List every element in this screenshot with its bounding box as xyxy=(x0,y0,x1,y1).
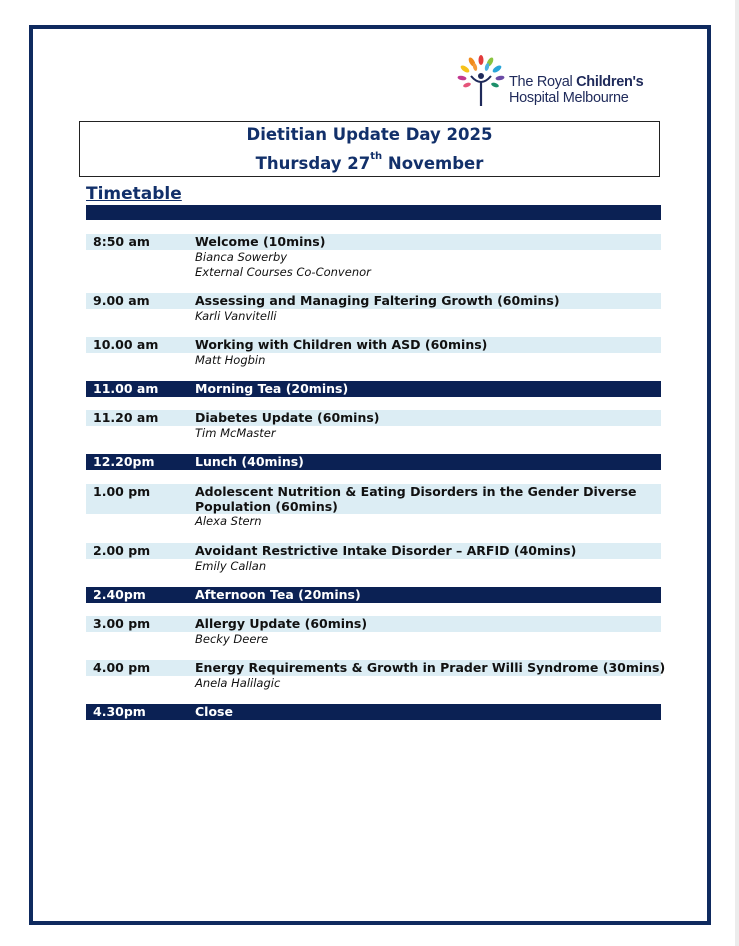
session-title: Energy Requirements & Growth in Prader Willi Syndrome (30mins) xyxy=(195,660,666,675)
session-bar xyxy=(86,410,661,426)
session-row xyxy=(86,234,661,280)
session-row xyxy=(86,484,661,529)
tree-person-logo-icon xyxy=(457,54,505,108)
break-bar xyxy=(86,381,661,397)
hospital-logo xyxy=(457,54,657,108)
session-time: 3.00 pm xyxy=(93,616,151,631)
date-day: Thursday 27 xyxy=(255,154,371,173)
session-row xyxy=(86,410,661,441)
session-time: 11.20 am xyxy=(93,410,159,425)
session-speaker: Karli Vanvitelli xyxy=(195,309,277,323)
session-time: 8:50 am xyxy=(93,234,150,249)
break-title: Lunch (40mins) xyxy=(195,454,304,469)
session-speaker: Bianca Sowerby xyxy=(195,250,288,264)
logo-text-line2: Hospital Melbourne xyxy=(509,90,629,106)
session-title: Adolescent Nutrition & Eating Disorders in the Gender Diverse Population (60mins) xyxy=(195,484,637,514)
session-bar xyxy=(86,660,666,676)
session-time: 9.00 am xyxy=(93,293,150,308)
session-bar xyxy=(86,484,661,514)
logo-text-a: The Royal xyxy=(509,74,577,90)
session-time: 4.00 pm xyxy=(93,660,151,675)
session-time: 10.00 am xyxy=(93,337,159,352)
session-row xyxy=(86,616,661,647)
timetable-heading: Timetable xyxy=(86,184,182,204)
header-bar xyxy=(86,205,661,220)
break-time: 12.20pm xyxy=(93,454,155,469)
session-bar xyxy=(86,234,661,250)
break-time: 11.00 am xyxy=(93,381,159,396)
break-time: 4.30pm xyxy=(93,704,146,719)
break-row xyxy=(86,381,661,397)
break-row xyxy=(86,587,661,603)
break-title: Morning Tea (20mins) xyxy=(195,381,349,396)
date-month: November xyxy=(382,154,484,173)
title-box xyxy=(79,121,660,177)
break-row xyxy=(86,454,661,470)
session-title: Working with Children with ASD (60mins) xyxy=(195,337,488,352)
session-time: 2.00 pm xyxy=(93,543,151,558)
session-row xyxy=(86,543,661,574)
session-row xyxy=(86,660,666,691)
session-speaker: Emily Callan xyxy=(195,559,267,573)
session-time: 1.00 pm xyxy=(93,484,151,499)
session-title: Avoidant Restrictive Intake Disorder – ARFID (40mins) xyxy=(195,543,577,558)
session-speaker-role: External Courses Co-Convenor xyxy=(195,265,371,279)
session-title: Allergy Update (60mins) xyxy=(195,616,368,631)
break-bar xyxy=(86,454,661,470)
date-suffix: th xyxy=(370,151,383,162)
break-title: Close xyxy=(195,704,233,719)
session-speaker: Becky Deere xyxy=(195,632,269,646)
session-title: Diabetes Update (60mins) xyxy=(195,410,380,425)
session-bar xyxy=(86,293,661,309)
event-title: Dietitian Update Day 2025 xyxy=(246,125,493,144)
scrollbar[interactable] xyxy=(735,0,739,946)
session-title: Welcome (10mins) xyxy=(195,234,326,249)
session-row xyxy=(86,337,661,368)
session-bar xyxy=(86,337,661,353)
session-bar xyxy=(86,616,661,632)
session-speaker: Alexa Stern xyxy=(195,514,262,528)
break-bar xyxy=(86,587,661,603)
session-bar xyxy=(86,543,661,559)
session-speaker: Anela Halilagic xyxy=(195,676,281,690)
session-title: Assessing and Managing Faltering Growth (60mins) xyxy=(195,293,560,308)
break-time: 2.40pm xyxy=(93,587,146,602)
event-date xyxy=(80,151,659,173)
session-row xyxy=(86,293,661,324)
session-speaker: Tim McMaster xyxy=(195,426,276,440)
session-speaker: Matt Hogbin xyxy=(195,353,266,367)
logo-text xyxy=(509,74,643,106)
break-row xyxy=(86,704,661,720)
logo-text-b: Children's xyxy=(576,74,644,90)
break-bar xyxy=(86,704,661,720)
break-title: Afternoon Tea (20mins) xyxy=(195,587,361,602)
